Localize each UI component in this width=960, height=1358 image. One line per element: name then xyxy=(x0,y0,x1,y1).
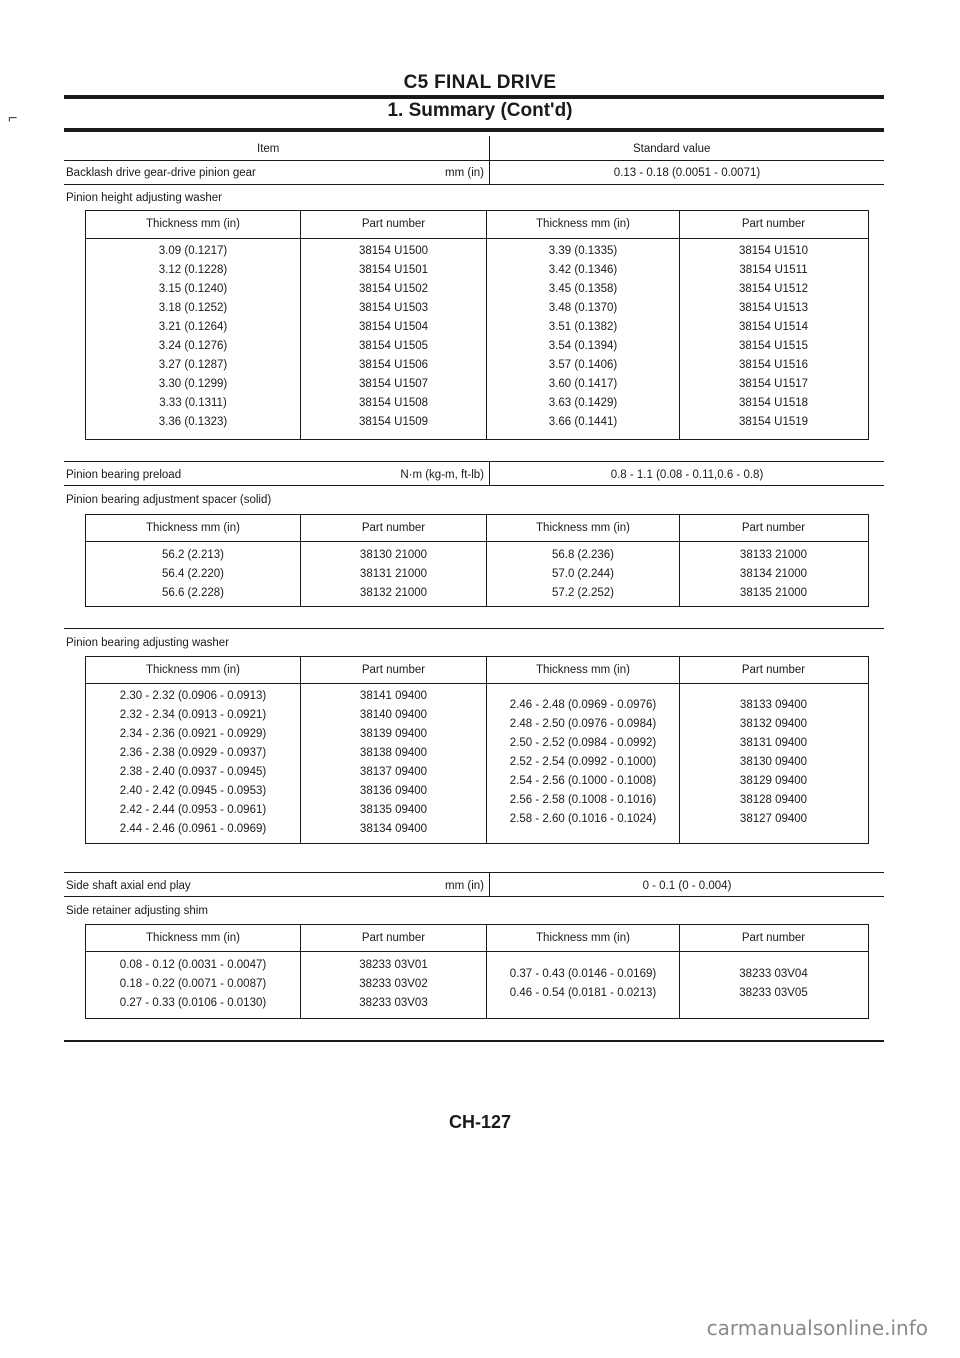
table-header: Thickness mm (in) xyxy=(146,664,240,676)
table-header: Part number xyxy=(741,218,806,230)
table-cell: 3.57 (0.1406) xyxy=(548,359,618,371)
row-rule xyxy=(64,628,884,629)
table-cell: 3.24 (0.1276) xyxy=(158,340,228,352)
table-header: Thickness mm (in) xyxy=(146,932,240,944)
preload-label: Pinion bearing preload xyxy=(66,469,182,481)
standard-column-header: Standard value xyxy=(633,143,711,155)
table-cell: 3.15 (0.1240) xyxy=(158,283,228,295)
table-header: Thickness mm (in) xyxy=(536,522,630,534)
table-cell: 2.48 - 2.50 (0.0976 - 0.0984) xyxy=(509,718,657,730)
table-cell: 3.48 (0.1370) xyxy=(548,302,618,314)
table-cell: 56.2 (2.213) xyxy=(161,549,224,561)
table-cell: 38154 U1518 xyxy=(738,397,809,409)
table-cell: 38128 09400 xyxy=(739,794,808,806)
bearing-washer-label: Pinion bearing adjusting washer xyxy=(66,637,230,649)
row-rule xyxy=(64,461,884,462)
table-cell: 38140 09400 xyxy=(359,709,428,721)
row-rule xyxy=(64,485,884,486)
table-header-rule xyxy=(85,238,869,239)
table-cell: 38154 U1514 xyxy=(738,321,809,333)
table-cell: 3.18 (0.1252) xyxy=(158,302,228,314)
pinion-height-label: Pinion height adjusting washer xyxy=(66,192,222,204)
table-cell: 38154 U1508 xyxy=(358,397,429,409)
table-cell: 38154 U1500 xyxy=(358,245,429,257)
table-header-rule xyxy=(85,683,869,684)
table-header: Part number xyxy=(741,932,806,944)
table-cell: 2.30 - 2.32 (0.0906 - 0.0913) xyxy=(119,690,267,702)
preload-unit: N·m (kg-m, ft-lb) xyxy=(400,469,484,481)
backlash-unit: mm (in) xyxy=(445,167,484,179)
table-header-rule xyxy=(85,541,869,542)
table-cell: 38138 09400 xyxy=(359,747,428,759)
table-cell: 3.12 (0.1228) xyxy=(158,264,228,276)
table-cell: 38132 21000 xyxy=(359,587,428,599)
table-cell: 3.60 (0.1417) xyxy=(548,378,618,390)
table-cell: 38154 U1507 xyxy=(358,378,429,390)
table-cell: 38154 U1511 xyxy=(739,264,808,276)
table-cell: 2.54 - 2.56 (0.1000 - 0.1008) xyxy=(509,775,657,787)
table-cell: 2.44 - 2.46 (0.0961 - 0.0969) xyxy=(119,823,267,835)
table-cell: 38127 09400 xyxy=(739,813,808,825)
table-cell: 38130 09400 xyxy=(739,756,808,768)
table-cell: 38133 21000 xyxy=(739,549,808,561)
row-rule xyxy=(64,184,884,185)
table-cell: 38233 03V03 xyxy=(359,997,428,1009)
table-cell: 38233 03V05 xyxy=(739,987,808,999)
table-cell: 2.42 - 2.44 (0.0953 - 0.0961) xyxy=(119,804,267,816)
table-cell: 38134 09400 xyxy=(359,823,428,835)
table-cell: 38129 09400 xyxy=(739,775,808,787)
table-cell: 3.30 (0.1299) xyxy=(158,378,228,390)
table-header: Part number xyxy=(361,664,426,676)
end-play-value: 0 - 0.1 (0 - 0.004) xyxy=(642,880,732,892)
section-title: C5 FINAL DRIVE xyxy=(403,72,557,93)
page-subtitle: 1. Summary (Cont'd) xyxy=(387,100,573,121)
table-cell: 38154 U1504 xyxy=(358,321,429,333)
table-header: Thickness mm (in) xyxy=(536,932,630,944)
row-rule xyxy=(64,896,884,897)
table-cell: 3.42 (0.1346) xyxy=(548,264,618,276)
table-cell: 2.52 - 2.54 (0.0992 - 0.1000) xyxy=(509,756,657,768)
table-header: Part number xyxy=(361,218,426,230)
shim-label: Side retainer adjusting shim xyxy=(66,905,208,917)
table-cell: 38137 09400 xyxy=(359,766,428,778)
end-play-unit: mm (in) xyxy=(445,880,484,892)
table-cell: 38154 U1510 xyxy=(738,245,809,257)
table-cell: 2.36 - 2.38 (0.0929 - 0.0937) xyxy=(119,747,267,759)
table-cell: 38154 U1513 xyxy=(738,302,809,314)
title-rule xyxy=(64,95,884,99)
page-number: CH-127 xyxy=(448,1112,512,1132)
table-cell: 38154 U1506 xyxy=(358,359,429,371)
table-header: Thickness mm (in) xyxy=(146,218,240,230)
row-rule xyxy=(64,872,884,873)
table-cell: 56.4 (2.220) xyxy=(161,568,224,580)
table-cell: 38154 U1515 xyxy=(738,340,809,352)
table-cell: 38154 U1516 xyxy=(738,359,809,371)
table-cell: 0.08 - 0.12 (0.0031 - 0.0047) xyxy=(119,959,267,971)
table-cell: 2.46 - 2.48 (0.0969 - 0.0976) xyxy=(509,699,657,711)
table-header: Part number xyxy=(741,664,806,676)
table-cell: 3.21 (0.1264) xyxy=(158,321,228,333)
table-cell: 0.27 - 0.33 (0.0106 - 0.0130) xyxy=(119,997,267,1009)
table-cell: 3.45 (0.1358) xyxy=(548,283,618,295)
table-cell: 38154 U1502 xyxy=(358,283,429,295)
table-cell: 0.18 - 0.22 (0.0071 - 0.0087) xyxy=(119,978,267,990)
table-cell: 3.39 (0.1335) xyxy=(548,245,618,257)
table-cell: 2.34 - 2.36 (0.0921 - 0.0929) xyxy=(119,728,267,740)
backlash-value: 0.13 - 0.18 (0.0051 - 0.0071) xyxy=(613,167,761,179)
table-cell: 2.56 - 2.58 (0.1008 - 0.1016) xyxy=(509,794,657,806)
table-cell: 0.46 - 0.54 (0.0181 - 0.0213) xyxy=(509,987,657,999)
table-cell: 38154 U1512 xyxy=(738,283,809,295)
table-cell: 57.2 (2.252) xyxy=(551,587,614,599)
table-cell: 38133 09400 xyxy=(739,699,808,711)
table-cell: 3.54 (0.1394) xyxy=(548,340,618,352)
table-cell: 2.40 - 2.42 (0.0945 - 0.0953) xyxy=(119,785,267,797)
table-cell: 3.27 (0.1287) xyxy=(158,359,228,371)
table-cell: 3.51 (0.1382) xyxy=(548,321,618,333)
table-cell: 38154 U1505 xyxy=(358,340,429,352)
table-cell: 38131 09400 xyxy=(739,737,808,749)
backlash-label: Backlash drive gear-drive pinion gear xyxy=(66,167,256,179)
table-cell: 38134 21000 xyxy=(739,568,808,580)
table-cell: 0.37 - 0.43 (0.0146 - 0.0169) xyxy=(509,968,657,980)
table-cell: 57.0 (2.244) xyxy=(551,568,614,580)
header-rule xyxy=(64,160,884,161)
table-cell: 2.38 - 2.40 (0.0937 - 0.0945) xyxy=(119,766,267,778)
table-cell: 3.33 (0.1311) xyxy=(159,397,227,409)
margin-mark: ⌐ xyxy=(8,110,18,127)
table-cell: 38132 09400 xyxy=(739,718,808,730)
table-cell: 38233 03V04 xyxy=(739,968,808,980)
table-header: Thickness mm (in) xyxy=(146,522,240,534)
spacer-label: Pinion bearing adjustment spacer (solid) xyxy=(66,494,272,506)
table-cell: 38233 03V01 xyxy=(359,959,428,971)
table-header: Part number xyxy=(361,522,426,534)
table-cell: 2.58 - 2.60 (0.1016 - 0.1024) xyxy=(509,813,657,825)
table-cell: 38139 09400 xyxy=(359,728,428,740)
table-cell: 38135 09400 xyxy=(359,804,428,816)
table-header: Part number xyxy=(361,932,426,944)
table-cell: 38130 21000 xyxy=(359,549,428,561)
item-column-header: Item xyxy=(257,143,280,155)
table-header: Part number xyxy=(741,522,806,534)
table-cell: 2.50 - 2.52 (0.0984 - 0.0992) xyxy=(509,737,657,749)
table-cell: 56.8 (2.236) xyxy=(551,549,614,561)
table-cell: 38154 U1517 xyxy=(738,378,809,390)
end-play-label: Side shaft axial end play xyxy=(66,880,191,892)
table-header: Thickness mm (in) xyxy=(536,664,630,676)
table-cell: 3.09 (0.1217) xyxy=(158,245,228,257)
preload-value: 0.8 - 1.1 (0.08 - 0.11,0.6 - 0.8) xyxy=(610,469,764,481)
table-cell: 56.6 (2.228) xyxy=(161,587,224,599)
table-header-rule xyxy=(85,951,869,952)
table-cell: 38131 21000 xyxy=(359,568,428,580)
table-cell: 38233 03V02 xyxy=(359,978,428,990)
table-cell: 3.36 (0.1323) xyxy=(158,416,228,428)
table-cell: 3.66 (0.1441) xyxy=(548,416,618,428)
table-cell: 38154 U1503 xyxy=(358,302,429,314)
closing-rule xyxy=(64,1040,884,1042)
subtitle-rule xyxy=(64,128,884,132)
watermark: carmanualsonline.info xyxy=(706,1316,928,1340)
table-cell: 38141 09400 xyxy=(359,690,428,702)
table-cell: 38154 U1501 xyxy=(358,264,429,276)
table-cell: 38136 09400 xyxy=(359,785,428,797)
table-cell: 2.32 - 2.34 (0.0913 - 0.0921) xyxy=(119,709,267,721)
table-cell: 38135 21000 xyxy=(739,587,808,599)
table-header: Thickness mm (in) xyxy=(536,218,630,230)
table-cell: 3.63 (0.1429) xyxy=(548,397,618,409)
table-cell: 38154 U1509 xyxy=(358,416,429,428)
table-cell: 38154 U1519 xyxy=(738,416,809,428)
